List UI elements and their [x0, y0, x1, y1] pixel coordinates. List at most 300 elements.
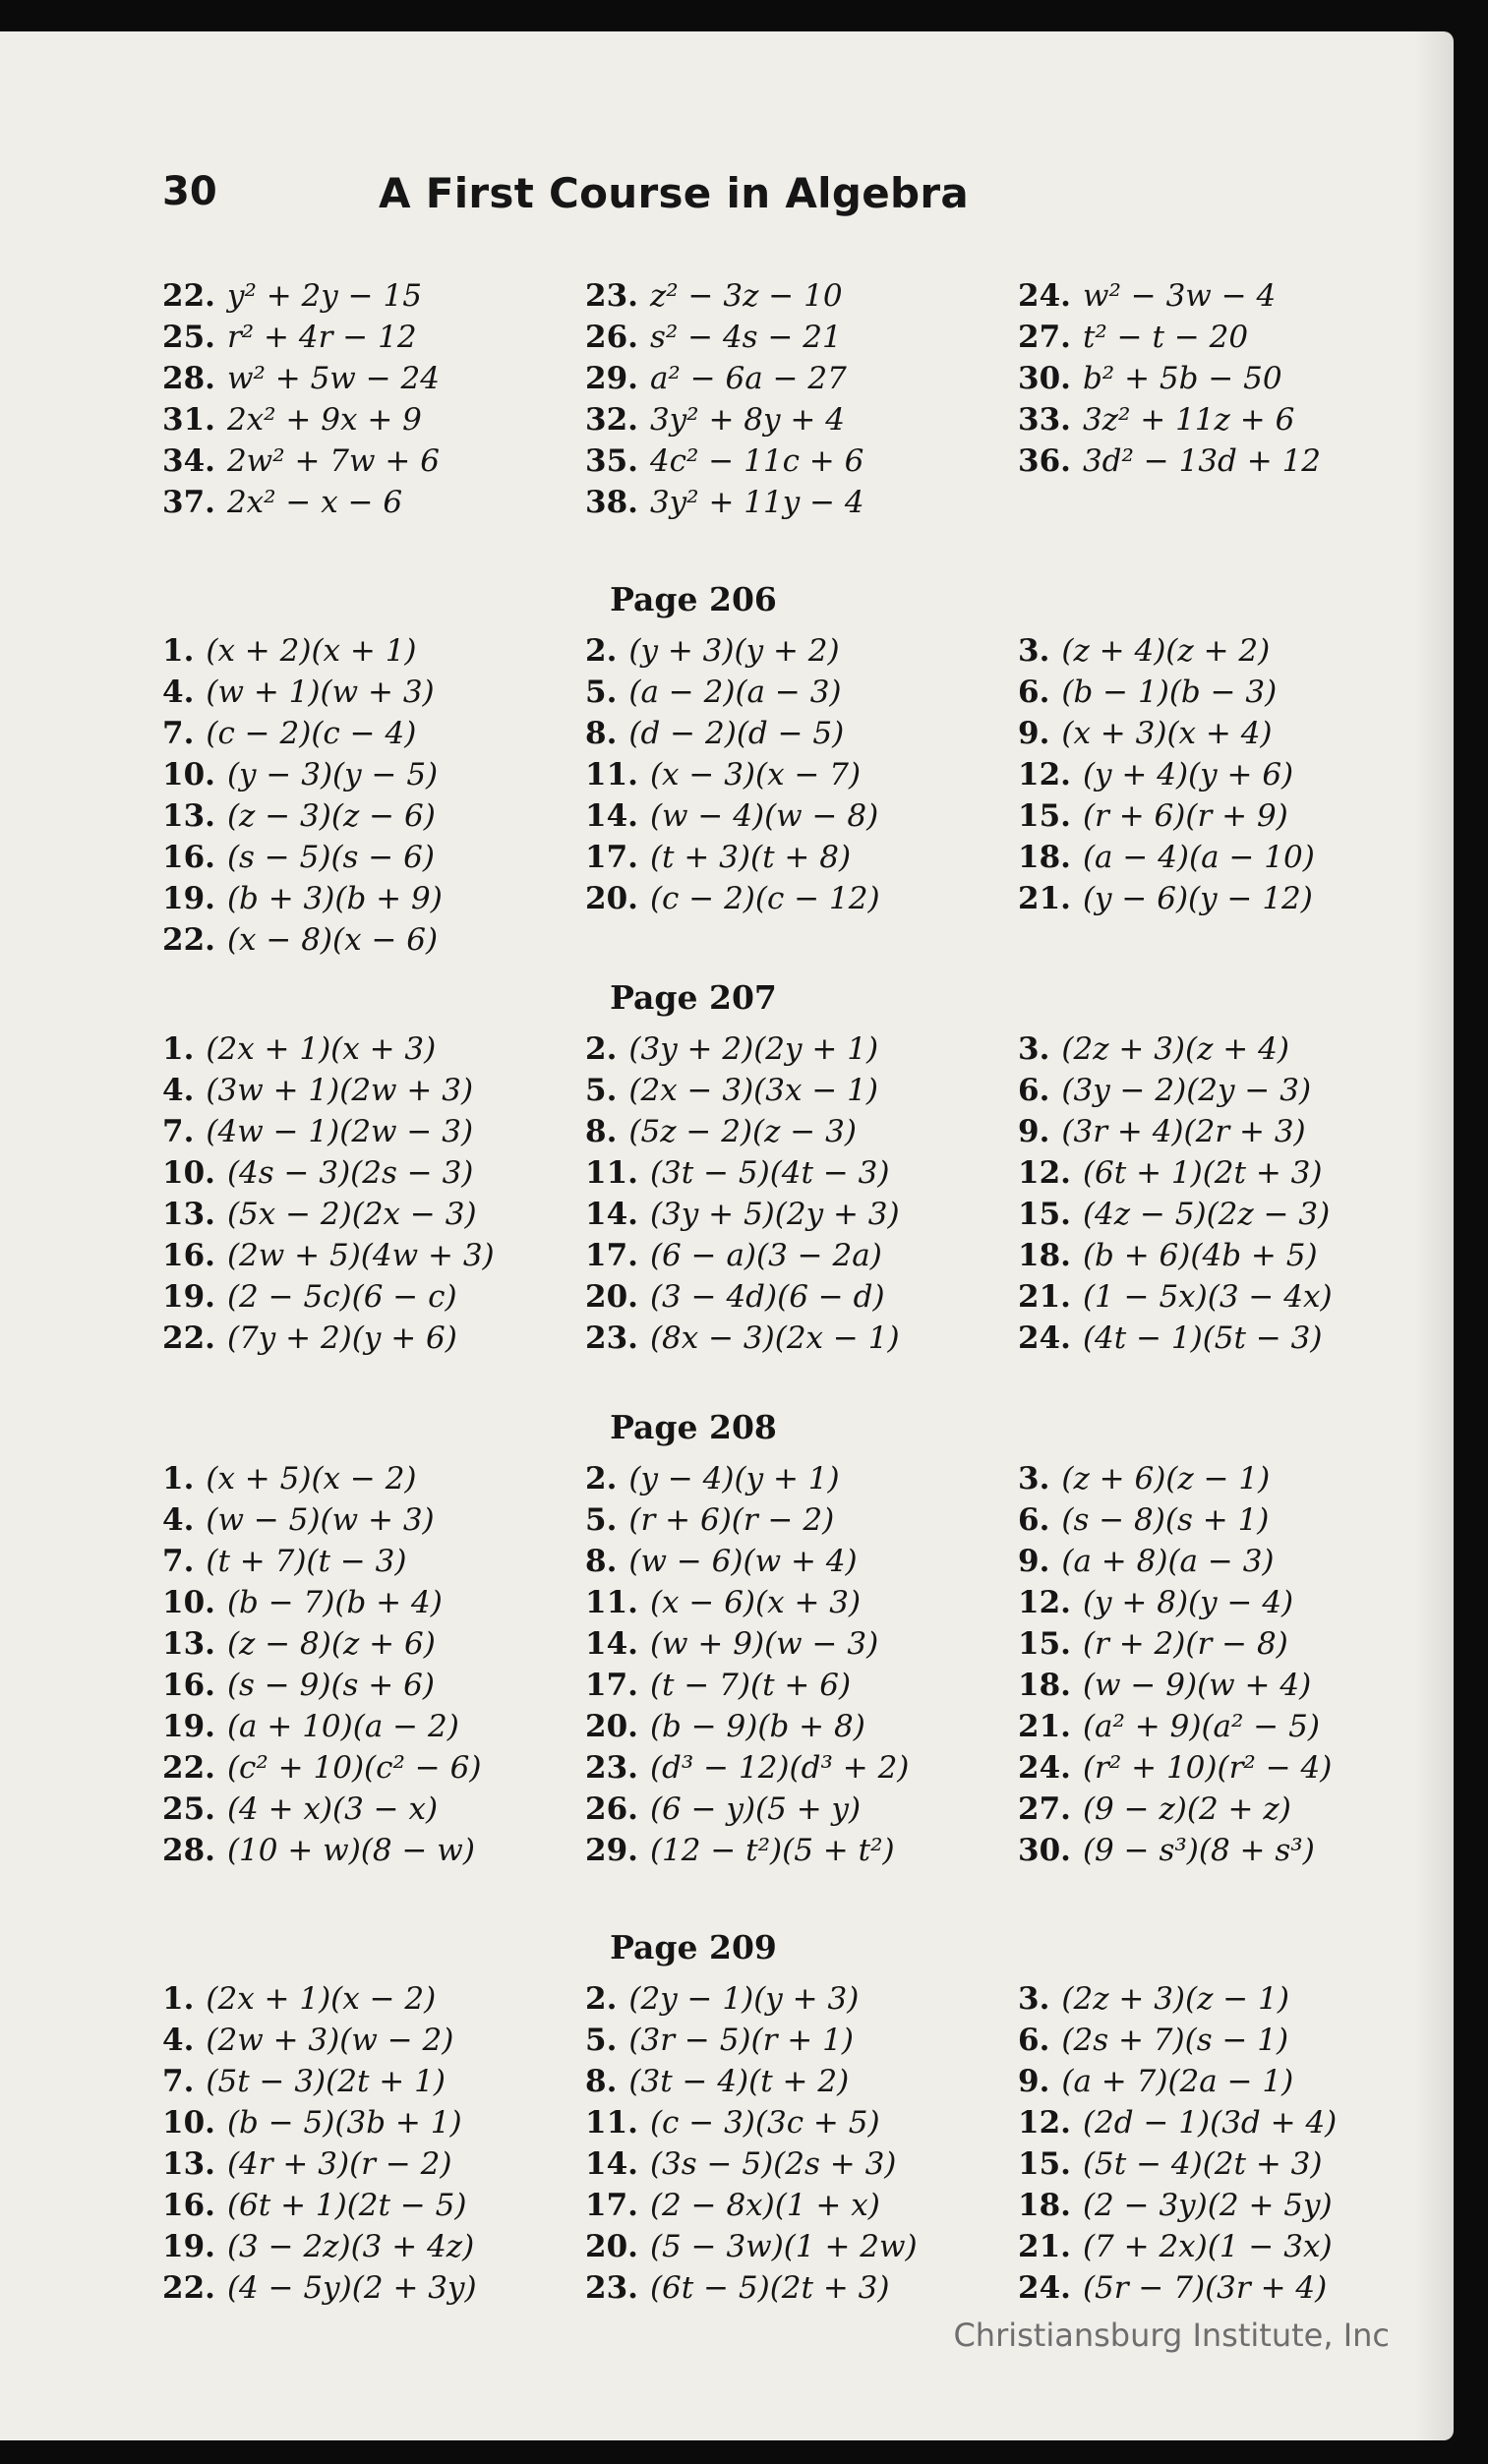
problem-number: 5.	[585, 1073, 618, 1108]
answer-grid	[162, 630, 1392, 961]
answer-item	[585, 1499, 1018, 1541]
problem-number: 20.	[585, 1279, 638, 1315]
problem-number: 8.	[585, 2064, 618, 2099]
answer-item	[1018, 275, 1392, 317]
answer-item	[162, 2020, 585, 2061]
section-title: Page 208	[610, 1408, 777, 1446]
problem-number: 2.	[585, 1461, 618, 1496]
problem-number: 4.	[162, 1502, 195, 1538]
answer-item	[162, 837, 585, 878]
problem-number: 24.	[1018, 278, 1071, 314]
answer-item	[162, 1194, 585, 1235]
answer-expression: (2d − 1)(3d + 4)	[1082, 2105, 1338, 2141]
answer-expression: 3y² + 11y − 4	[649, 485, 864, 520]
problem-number: 18.	[1018, 840, 1071, 875]
problem-number: 29.	[585, 361, 638, 396]
problem-number: 22.	[162, 1320, 215, 1356]
problem-number: 13.	[162, 1626, 215, 1662]
answer-item	[585, 672, 1018, 713]
problem-number: 13.	[162, 1197, 215, 1232]
answer-item	[585, 1978, 1018, 2020]
answer-expression: (4t − 1)(5t − 3)	[1082, 1320, 1323, 1356]
answer-expression: (6t − 5)(2t + 3)	[649, 2270, 890, 2306]
answer-expression: (4z − 5)(2z − 3)	[1082, 1197, 1331, 1232]
problem-number: 17.	[585, 1668, 638, 1703]
problem-number: 12.	[1018, 757, 1071, 792]
answer-expression: (x + 3)(x + 4)	[1061, 716, 1273, 751]
problem-number: 23.	[585, 2270, 638, 2306]
problem-number: 38.	[585, 485, 638, 520]
answer-expression: (3y + 5)(2y + 3)	[649, 1197, 900, 1232]
problem-number: 1.	[162, 1461, 195, 1496]
answer-item	[1018, 1830, 1392, 1871]
answer-expression: (1 − 5x)(3 − 4x)	[1082, 1279, 1333, 1315]
problem-number: 16.	[162, 840, 215, 875]
answer-expression: (c² + 10)(c² − 6)	[226, 1750, 482, 1786]
answer-item	[585, 358, 1018, 399]
answer-expression: (t + 7)(t − 3)	[206, 1544, 407, 1579]
section-title: Page 206	[610, 580, 777, 618]
answer-expression: (s − 9)(s + 6)	[226, 1668, 435, 1703]
answer-item	[162, 1541, 585, 1582]
answer-item	[585, 2102, 1018, 2143]
answer-expression: (a + 10)(a − 2)	[226, 1709, 459, 1744]
problem-number: 30.	[1018, 361, 1071, 396]
problem-number: 16.	[162, 1238, 215, 1273]
answer-item	[1018, 1194, 1392, 1235]
problem-number: 28.	[162, 1833, 215, 1868]
answer-expression: 4c² − 11c + 6	[649, 443, 864, 479]
answer-expression: (w − 5)(w + 3)	[206, 1502, 435, 1538]
page-number: 30	[162, 169, 217, 214]
problem-number: 8.	[585, 1114, 618, 1149]
answer-expression: (2z + 3)(z − 1)	[1061, 1981, 1289, 2017]
problem-number: 26.	[585, 1791, 638, 1827]
answer-item	[585, 1665, 1018, 1706]
answer-item	[1018, 1070, 1392, 1111]
answer-expression: (x − 3)(x − 7)	[649, 757, 862, 792]
problem-number: 9.	[1018, 2064, 1050, 2099]
problem-number: 19.	[162, 2229, 215, 2264]
problem-number: 7.	[162, 2064, 195, 2099]
answer-expression: (4s − 3)(2s − 3)	[226, 1155, 474, 1191]
answer-expression: (4r + 3)(r − 2)	[226, 2146, 452, 2182]
answer-expression: (2x + 1)(x − 2)	[206, 1981, 437, 2017]
problem-number: 21.	[1018, 1709, 1071, 1744]
answer-expression: (x + 5)(x − 2)	[206, 1461, 417, 1496]
problem-number: 6.	[1018, 1073, 1050, 1108]
problem-number: 21.	[1018, 2229, 1071, 2264]
answer-expression: (9 − s³)(8 + s³)	[1082, 1833, 1315, 1868]
answer-item	[585, 275, 1018, 317]
answer-item	[585, 2185, 1018, 2226]
answer-expression: (7 + 2x)(1 − 3x)	[1082, 2229, 1333, 2264]
answer-expression: (3t − 5)(4t − 3)	[649, 1155, 890, 1191]
answer-expression: 3z² + 11z + 6	[1082, 402, 1295, 438]
answer-expression: (2s + 7)(s − 1)	[1061, 2023, 1289, 2058]
answer-item	[585, 1235, 1018, 1276]
problem-number: 22.	[162, 922, 215, 958]
answer-expression: (y + 8)(y − 4)	[1082, 1585, 1294, 1620]
problem-number: 2.	[585, 1031, 618, 1067]
answer-item	[162, 2102, 585, 2143]
problem-number: 24.	[1018, 1320, 1071, 1356]
answer-expression: 2x² + 9x + 9	[226, 402, 422, 438]
answer-expression: r² + 4r − 12	[226, 320, 417, 355]
answer-expression: (5x − 2)(2x − 3)	[226, 1197, 477, 1232]
answer-item	[162, 795, 585, 837]
problem-number: 7.	[162, 1114, 195, 1149]
answer-item	[1018, 317, 1392, 358]
answer-item	[162, 1582, 585, 1623]
answer-item	[162, 672, 585, 713]
answer-item	[585, 2061, 1018, 2102]
answer-item	[162, 630, 585, 672]
answer-item	[162, 2226, 585, 2267]
answer-item	[162, 878, 585, 919]
answer-grid	[162, 1028, 1392, 1359]
problem-number: 29.	[585, 1833, 638, 1868]
answer-section	[162, 580, 1392, 961]
answer-item	[585, 630, 1018, 672]
answer-expression: (5 − 3w)(1 + 2w)	[649, 2229, 918, 2264]
answer-item	[585, 713, 1018, 754]
problem-number: 11.	[585, 1155, 638, 1191]
problem-number: 19.	[162, 1279, 215, 1315]
answer-item	[1018, 1276, 1392, 1318]
answer-item	[162, 1235, 585, 1276]
answer-item	[162, 2061, 585, 2102]
problem-number: 21.	[1018, 881, 1071, 916]
problem-number: 18.	[1018, 1238, 1071, 1273]
answer-item	[162, 1111, 585, 1152]
problem-number: 19.	[162, 881, 215, 916]
answer-expression: (2y − 1)(y + 3)	[628, 1981, 860, 2017]
answer-expression: (y + 4)(y + 6)	[1082, 757, 1294, 792]
answer-expression: (w − 9)(w + 4)	[1082, 1668, 1312, 1703]
answer-item	[1018, 2102, 1392, 2143]
answer-expression: (2w + 3)(w − 2)	[206, 2023, 454, 2058]
answer-expression: (w + 9)(w − 3)	[649, 1626, 879, 1662]
answer-item	[162, 919, 585, 961]
problem-number: 15.	[1018, 1626, 1071, 1662]
problem-number: 20.	[585, 881, 638, 916]
answer-item	[162, 2143, 585, 2185]
problem-number: 11.	[585, 1585, 638, 1620]
answer-item	[162, 1978, 585, 2020]
problem-number: 3.	[1018, 1031, 1050, 1067]
problem-number: 7.	[162, 1544, 195, 1579]
book-title: A First Course in Algebra	[378, 169, 969, 217]
problem-number: 11.	[585, 757, 638, 792]
answer-section	[162, 1928, 1392, 2309]
answer-expression: (3y − 2)(2y − 3)	[1061, 1073, 1312, 1108]
answer-item	[585, 1194, 1018, 1235]
page-spine-shadow	[1414, 31, 1454, 2440]
answer-expression: (z − 3)(z − 6)	[226, 798, 436, 834]
answer-expression: 3y² + 8y + 4	[649, 402, 845, 438]
answer-expression: (4 − 5y)(2 + 3y)	[226, 2270, 477, 2306]
answer-item	[1018, 358, 1392, 399]
answer-item	[1018, 1541, 1392, 1582]
problem-number: 12.	[1018, 1155, 1071, 1191]
answer-item	[1018, 2143, 1392, 2185]
problem-number: 31.	[162, 402, 215, 438]
section-spacer	[162, 523, 1392, 580]
answer-expression: (12 − t²)(5 + t²)	[649, 1833, 895, 1868]
problem-number: 13.	[162, 2146, 215, 2182]
section-title: Page 207	[610, 978, 777, 1017]
answer-expression: z² − 3z − 10	[649, 278, 843, 314]
answer-item	[585, 1789, 1018, 1830]
problem-number: 5.	[585, 675, 618, 710]
answer-expression: (w + 1)(w + 3)	[206, 675, 435, 710]
answer-expression: (2w + 5)(4w + 3)	[226, 1238, 495, 1273]
answer-item	[162, 2185, 585, 2226]
answer-item	[162, 440, 585, 482]
answer-expression: (3w + 1)(2w + 3)	[206, 1073, 474, 1108]
answer-section	[162, 275, 1392, 523]
section-spacer	[162, 1359, 1392, 1408]
answer-item	[585, 1541, 1018, 1582]
problem-number: 12.	[1018, 2105, 1071, 2141]
answer-item	[162, 1623, 585, 1665]
answer-item	[1018, 1623, 1392, 1665]
problem-number: 5.	[585, 2023, 618, 2058]
answer-item	[585, 754, 1018, 795]
answer-expression: (6 − y)(5 + y)	[649, 1791, 862, 1827]
answer-expression: (b − 5)(3b + 1)	[226, 2105, 462, 2141]
problem-number: 10.	[162, 2105, 215, 2141]
problem-number: 37.	[162, 485, 215, 520]
problem-number: 16.	[162, 2188, 215, 2223]
answer-item	[585, 317, 1018, 358]
section-spacer	[162, 961, 1392, 978]
problem-number: 33.	[1018, 402, 1071, 438]
problem-number: 6.	[1018, 675, 1050, 710]
answer-grid	[162, 1458, 1392, 1871]
answer-expression: (c − 2)(c − 4)	[206, 716, 417, 751]
answer-expression: (y − 4)(y + 1)	[628, 1461, 840, 1496]
answer-item	[162, 713, 585, 754]
answer-item	[162, 1318, 585, 1359]
answer-item	[1018, 1665, 1392, 1706]
answer-item	[1018, 1111, 1392, 1152]
problem-number: 6.	[1018, 1502, 1050, 1538]
answer-expression: (2z + 3)(z + 4)	[1061, 1031, 1289, 1067]
answer-expression: (4w − 1)(2w − 3)	[206, 1114, 474, 1149]
problem-number: 19.	[162, 1709, 215, 1744]
answer-expression: (3t − 4)(t + 2)	[628, 2064, 850, 2099]
answer-expression: a² − 6a − 27	[649, 361, 847, 396]
problem-number: 1.	[162, 633, 195, 669]
answer-item	[1018, 878, 1392, 919]
answer-expression: (2 − 3y)(2 + 5y)	[1082, 2188, 1333, 2223]
problem-number: 12.	[1018, 1585, 1071, 1620]
problem-number: 22.	[162, 1750, 215, 1786]
problem-number: 28.	[162, 361, 215, 396]
answer-expression: t² − t − 20	[1082, 320, 1249, 355]
answer-expression: (3r − 5)(r + 1)	[628, 2023, 854, 2058]
answer-expression: (t + 3)(t + 8)	[649, 840, 852, 875]
answer-item	[585, 837, 1018, 878]
answer-expression: (2x + 1)(x + 3)	[206, 1031, 437, 1067]
problem-number: 16.	[162, 1668, 215, 1703]
answer-expression: (4 + x)(3 − x)	[226, 1791, 439, 1827]
answer-item	[1018, 754, 1392, 795]
answer-item	[1018, 2226, 1392, 2267]
problem-number: 14.	[585, 1626, 638, 1662]
answer-expression: (b − 7)(b + 4)	[226, 1585, 443, 1620]
answer-item	[162, 275, 585, 317]
answer-item	[1018, 1582, 1392, 1623]
problem-number: 1.	[162, 1031, 195, 1067]
problem-number: 23.	[585, 278, 638, 314]
problem-number: 26.	[585, 320, 638, 355]
problem-number: 35.	[585, 443, 638, 479]
problem-number: 24.	[1018, 2270, 1071, 2306]
problem-number: 6.	[1018, 2023, 1050, 2058]
answer-grid	[162, 1978, 1392, 2309]
problem-number: 20.	[585, 1709, 638, 1744]
answer-expression: (a − 2)(a − 3)	[628, 675, 842, 710]
problem-number: 9.	[1018, 1114, 1050, 1149]
problem-number: 10.	[162, 757, 215, 792]
problem-number: 24.	[1018, 1750, 1071, 1786]
answer-item	[1018, 2267, 1392, 2309]
answer-item	[585, 482, 1018, 523]
problem-number: 3.	[1018, 1981, 1050, 2017]
answer-item	[585, 1152, 1018, 1194]
answer-item	[585, 2267, 1018, 2309]
answer-key	[162, 275, 1392, 2309]
answer-item	[162, 1458, 585, 1499]
answer-expression: (y − 3)(y − 5)	[226, 757, 439, 792]
problem-number: 2.	[585, 1981, 618, 2017]
answer-item	[1018, 2061, 1392, 2102]
answer-item	[585, 2226, 1018, 2267]
problem-number: 20.	[585, 2229, 638, 2264]
answer-expression: (d − 2)(d − 5)	[628, 716, 845, 751]
answer-item	[1018, 713, 1392, 754]
problem-number: 8.	[585, 1544, 618, 1579]
answer-expression: (r + 6)(r + 9)	[1082, 798, 1288, 834]
answer-expression: (10 + w)(8 − w)	[226, 1833, 475, 1868]
answer-item	[585, 878, 1018, 919]
answer-expression: (3 − 4d)(6 − d)	[649, 1279, 885, 1315]
problem-number: 4.	[162, 675, 195, 710]
problem-number: 36.	[1018, 443, 1071, 479]
answer-grid	[162, 275, 1392, 523]
answer-item	[1018, 1978, 1392, 2020]
answer-item	[162, 1747, 585, 1789]
answer-item	[162, 317, 585, 358]
answer-item	[1018, 2185, 1392, 2226]
answer-expression: (b + 3)(b + 9)	[226, 881, 443, 916]
answer-item	[1018, 1747, 1392, 1789]
problem-number: 21.	[1018, 1279, 1071, 1315]
answer-expression: (y − 6)(y − 12)	[1082, 881, 1313, 916]
answer-expression: (6t + 1)(2t − 5)	[226, 2188, 467, 2223]
page-header	[162, 169, 1038, 228]
answer-expression: (5r − 7)(3r + 4)	[1082, 2270, 1328, 2306]
answer-item	[1018, 837, 1392, 878]
problem-number: 9.	[1018, 716, 1050, 751]
answer-expression: (3 − 2z)(3 + 4z)	[226, 2229, 475, 2264]
answer-item	[162, 482, 585, 523]
answer-expression: (t − 7)(t + 6)	[649, 1668, 852, 1703]
problem-number: 3.	[1018, 633, 1050, 669]
answer-expression: (y + 3)(y + 2)	[628, 633, 840, 669]
problem-number: 32.	[585, 402, 638, 438]
watermark-credit: Christiansburg Institute, Inc	[953, 2317, 1390, 2354]
answer-expression: (a + 7)(2a − 1)	[1061, 2064, 1294, 2099]
answer-expression: (2 − 5c)(6 − c)	[226, 1279, 457, 1315]
answer-expression: (9 − z)(2 + z)	[1082, 1791, 1291, 1827]
problem-number: 14.	[585, 1197, 638, 1232]
answer-item	[585, 399, 1018, 440]
problem-number: 14.	[585, 2146, 638, 2182]
answer-item	[1018, 1499, 1392, 1541]
answer-expression: (z + 4)(z + 2)	[1061, 633, 1271, 669]
answer-item	[585, 2020, 1018, 2061]
problem-number: 17.	[585, 2188, 638, 2223]
answer-expression: (c − 2)(c − 12)	[649, 881, 880, 916]
answer-expression: (z + 6)(z − 1)	[1061, 1461, 1271, 1496]
problem-number: 7.	[162, 716, 195, 751]
book-page	[0, 31, 1454, 2440]
problem-number: 15.	[1018, 2146, 1071, 2182]
answer-item	[162, 1830, 585, 1871]
answer-item	[585, 1028, 1018, 1070]
answer-expression: (s − 5)(s − 6)	[226, 840, 435, 875]
problem-number: 10.	[162, 1585, 215, 1620]
answer-expression: (3r + 4)(2r + 3)	[1061, 1114, 1306, 1149]
answer-item	[1018, 672, 1392, 713]
answer-expression: (8x − 3)(2x − 1)	[649, 1320, 900, 1356]
problem-number: 34.	[162, 443, 215, 479]
answer-expression: (a² + 9)(a² − 5)	[1082, 1709, 1320, 1744]
problem-number: 15.	[1018, 1197, 1071, 1232]
answer-item	[585, 1111, 1018, 1152]
problem-number: 23.	[585, 1320, 638, 1356]
answer-item	[585, 1623, 1018, 1665]
answer-expression: (a − 4)(a − 10)	[1082, 840, 1315, 875]
problem-number: 27.	[1018, 1791, 1071, 1827]
answer-section	[162, 978, 1392, 1359]
answer-item	[162, 1070, 585, 1111]
answer-item	[162, 1499, 585, 1541]
problem-number: 30.	[1018, 1833, 1071, 1868]
answer-item	[162, 754, 585, 795]
section-title: Page 209	[610, 1928, 777, 1966]
problem-number: 25.	[162, 320, 215, 355]
answer-item	[585, 2143, 1018, 2185]
problem-number: 18.	[1018, 2188, 1071, 2223]
answer-expression: (x + 2)(x + 1)	[206, 633, 417, 669]
answer-expression: (b − 1)(b − 3)	[1061, 675, 1278, 710]
answer-expression: (6t + 1)(2t + 3)	[1082, 1155, 1323, 1191]
answer-expression: (5t − 4)(2t + 3)	[1082, 2146, 1323, 2182]
answer-item	[585, 1830, 1018, 1871]
answer-item	[162, 399, 585, 440]
answer-expression: w² − 3w − 4	[1082, 278, 1277, 314]
problem-number: 17.	[585, 1238, 638, 1273]
answer-item	[162, 2267, 585, 2309]
answer-item	[1018, 1789, 1392, 1830]
answer-item	[162, 1789, 585, 1830]
answer-item	[162, 1152, 585, 1194]
